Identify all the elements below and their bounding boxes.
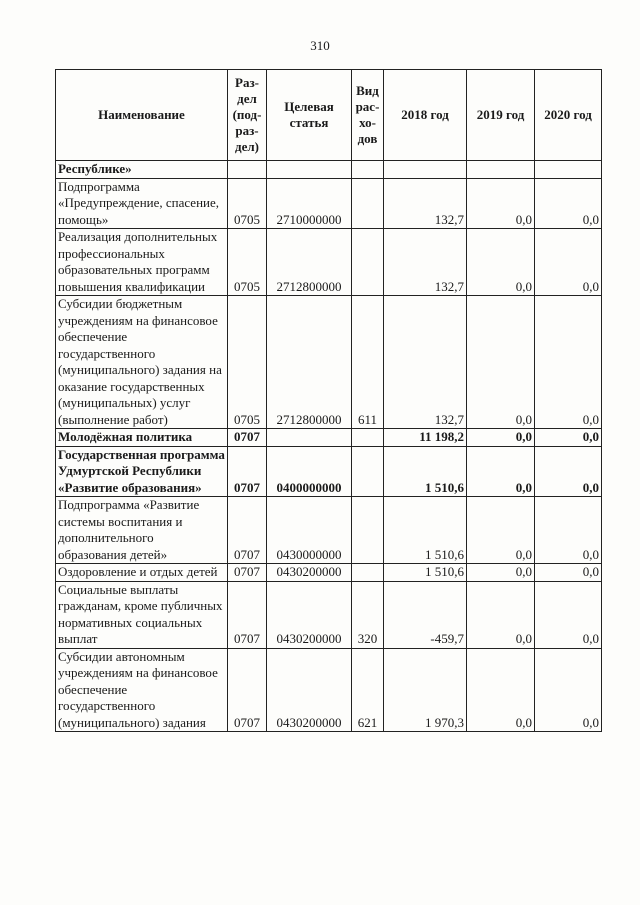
row-2020: 0,0 <box>535 648 602 732</box>
row-2019: 0,0 <box>467 581 535 648</box>
column-header-type: Вид рас- хо- дов <box>352 70 384 161</box>
row-section: 0705 <box>228 296 267 429</box>
row-type <box>352 429 384 447</box>
column-header-article: Целевая статья <box>267 70 352 161</box>
row-2019: 0,0 <box>467 429 535 447</box>
row-2018: 1 510,6 <box>384 446 467 497</box>
table-header-row <box>56 70 602 161</box>
row-article: 0430200000 <box>267 648 352 732</box>
row-2020: 0,0 <box>535 229 602 296</box>
row-2019: 0,0 <box>467 229 535 296</box>
table-row <box>56 497 602 564</box>
row-type <box>352 178 384 229</box>
column-header-2018: 2018 год <box>384 70 467 161</box>
row-article: 0430200000 <box>267 564 352 582</box>
continuation-label: Республике» <box>56 161 228 179</box>
row-type <box>352 564 384 582</box>
row-2020: 0,0 <box>535 296 602 429</box>
column-header-2019: 2019 год <box>467 70 535 161</box>
table-row <box>56 178 602 229</box>
row-name: Субсидии бюджетным учреждениям на финансовое обеспечение государственного (муниципального) задания на оказание государственных (муниципальных) услуг (выполнение работ) <box>56 296 228 429</box>
row-name: Подпрограмма «Развитие системы воспитания и дополнительного образования детей» <box>56 497 228 564</box>
row-type <box>352 229 384 296</box>
row-2020: 0,0 <box>535 581 602 648</box>
row-name: Государственная программа Удмуртской Республики «Развитие образования» <box>56 446 228 497</box>
table-row <box>56 429 602 447</box>
row-2018: -459,7 <box>384 581 467 648</box>
row-section: 0707 <box>228 446 267 497</box>
row-type <box>352 497 384 564</box>
row-name: Подпрограмма «Предупреждение, спасение, помощь» <box>56 178 228 229</box>
row-2018: 132,7 <box>384 229 467 296</box>
row-type: 320 <box>352 581 384 648</box>
row-name: Субсидии автономным учреждениям на финансовое обеспечение государственного (муниципального) задания <box>56 648 228 732</box>
column-header-name: Наименование <box>56 70 228 161</box>
row-2020: 0,0 <box>535 564 602 582</box>
row-2018: 132,7 <box>384 178 467 229</box>
row-article: 2710000000 <box>267 178 352 229</box>
column-header-2020: 2020 год <box>535 70 602 161</box>
row-article: 0400000000 <box>267 446 352 497</box>
table-row <box>56 648 602 732</box>
row-type <box>352 446 384 497</box>
row-article: 0430000000 <box>267 497 352 564</box>
row-section: 0707 <box>228 648 267 732</box>
row-name: Молодёжная политика <box>56 429 228 447</box>
table-row <box>56 296 602 429</box>
page-number: 310 <box>310 38 330 53</box>
row-section: 0705 <box>228 229 267 296</box>
row-section: 0707 <box>228 564 267 582</box>
column-header-section: Раз- дел (под- раз- дел) <box>228 70 267 161</box>
table-row <box>56 229 602 296</box>
budget-table <box>55 69 602 732</box>
row-2018: 1 510,6 <box>384 564 467 582</box>
row-2019: 0,0 <box>467 648 535 732</box>
row-type: 621 <box>352 648 384 732</box>
row-name: Реализация дополнительных профессиональных образовательных программ повышения квалификации <box>56 229 228 296</box>
row-2019: 0,0 <box>467 178 535 229</box>
row-section: 0705 <box>228 178 267 229</box>
row-2019: 0,0 <box>467 296 535 429</box>
row-2018: 1 510,6 <box>384 497 467 564</box>
row-2020: 0,0 <box>535 446 602 497</box>
row-2018: 132,7 <box>384 296 467 429</box>
row-article <box>267 429 352 447</box>
row-article: 2712800000 <box>267 296 352 429</box>
row-name: Оздоровление и отдых детей <box>56 564 228 582</box>
row-2019: 0,0 <box>467 497 535 564</box>
row-2019: 0,0 <box>467 564 535 582</box>
row-name: Социальные выплаты гражданам, кроме публичных нормативных социальных выплат <box>56 581 228 648</box>
row-2018: 11 198,2 <box>384 429 467 447</box>
row-section: 0707 <box>228 497 267 564</box>
row-2020: 0,0 <box>535 178 602 229</box>
row-2019: 0,0 <box>467 446 535 497</box>
row-section: 0707 <box>228 581 267 648</box>
table-row <box>56 581 602 648</box>
row-2020: 0,0 <box>535 497 602 564</box>
table-row <box>56 564 602 582</box>
row-2020: 0,0 <box>535 429 602 447</box>
table-row <box>56 446 602 497</box>
row-2018: 1 970,3 <box>384 648 467 732</box>
continuation-row <box>56 161 602 179</box>
row-article: 0430200000 <box>267 581 352 648</box>
row-article: 2712800000 <box>267 229 352 296</box>
row-section: 0707 <box>228 429 267 447</box>
row-type: 611 <box>352 296 384 429</box>
